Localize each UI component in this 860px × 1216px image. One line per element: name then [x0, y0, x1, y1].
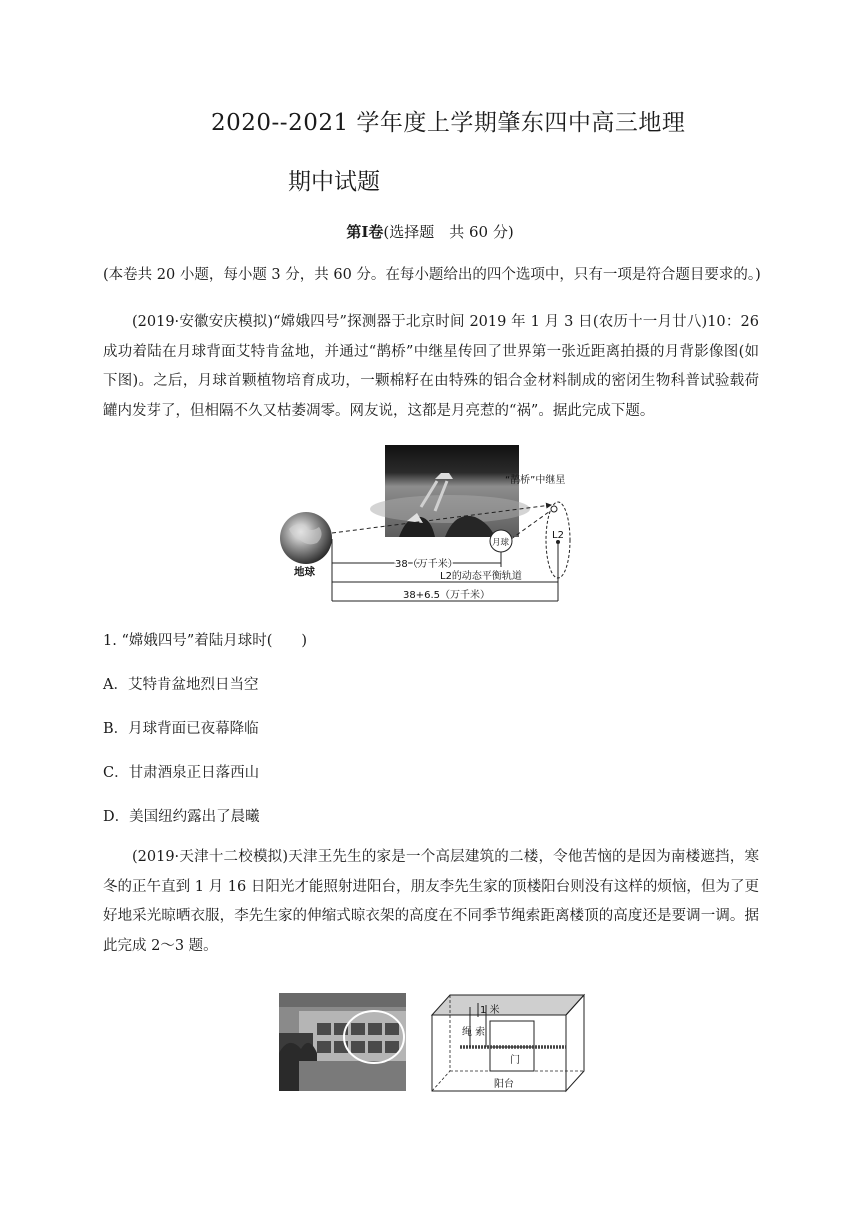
- door-label: 门: [510, 1055, 520, 1066]
- passage-1: (2019·安徽安庆模拟)“嫦娥四号”探测器于北京时间 2019 年 1 月 3 日(农历十一月廿八)10：26 成功着陆在月球背面艾特肯盆地，并通过“鹊桥”中继星传回了世界第一张近距离拍摄的月背影像图(如下图)。之后，月球首颗植物培育成功，一颗棉籽在由特殊的铝合金材料制成的密闭生物科普试验载荷罐内发芽了，但相隔不久又枯萎凋零。网友说，这都是月亮惹的“祸”。据此完成下题。: [103, 314, 759, 419]
- building-photo: [279, 993, 406, 1091]
- orbit-label: L2的动态平衡轨道: [440, 571, 522, 582]
- question-1-option-a: A．艾特肯盆地烈日当空: [103, 677, 259, 693]
- distance-label-2: 38+6.5（万千米）: [403, 590, 491, 601]
- question-1-stem: 1. “嫦娥四号”着陆月球时( ): [103, 633, 308, 649]
- question-1-option-b: B．月球背面已夜幕降临: [103, 721, 259, 737]
- earth-label: 地球: [294, 566, 315, 578]
- instructions: (本卷共 20 小题，每小题 3 分，共 60 分。在每小题给出的四个选项中，只有一项是符合题目要求的。): [103, 267, 761, 283]
- distance-label-1: 38（万千米）: [395, 559, 458, 570]
- relay-satellite-icon: [551, 506, 557, 512]
- balcony-label: 阳台: [494, 1079, 514, 1090]
- balcony-diagram: [430, 993, 586, 1097]
- section-heading: [0, 221, 860, 242]
- relay-label: “鹊桥”中继星: [505, 475, 566, 486]
- question-1-option-c: C．甘肃酒泉正日落西山: [103, 765, 260, 781]
- rope-label: 绳 索: [462, 1027, 486, 1038]
- figure-relay-diagram: [275, 441, 590, 606]
- passage-2: (2019·天津十二校模拟)天津王先生的家是一个高层建筑的二楼，令他苦恼的是因为南楼遮挡，寒冬的正午直到 1 月 16 日阳光才能照射进阳台，朋友李先生家的顶楼阳台则没有这样的烦恼，但为了更好地采光晾晒衣服，李先生家的伸缩式晾衣架的高度在不同季节绳索距离楼顶的高度还是要调一调。据此完成 2～3 题。: [103, 849, 759, 954]
- l2-label: L2: [552, 530, 564, 541]
- page-title-line1: 2020--2021 学年度上学期肇东四中高三地理: [211, 110, 686, 136]
- moon-label: 月球: [492, 538, 510, 548]
- section-heading-bold: 第Ⅰ卷: [346, 223, 384, 241]
- moon-far-side-photo: [370, 445, 530, 537]
- question-1-option-d: D．美国纽约露出了晨曦: [103, 809, 260, 825]
- earth-icon: [280, 512, 332, 564]
- one-meter-label: 1 米: [480, 1005, 500, 1016]
- page-title-line2: 期中试题: [288, 169, 380, 195]
- section-heading-rest: (选择题 共 60 分): [383, 223, 514, 241]
